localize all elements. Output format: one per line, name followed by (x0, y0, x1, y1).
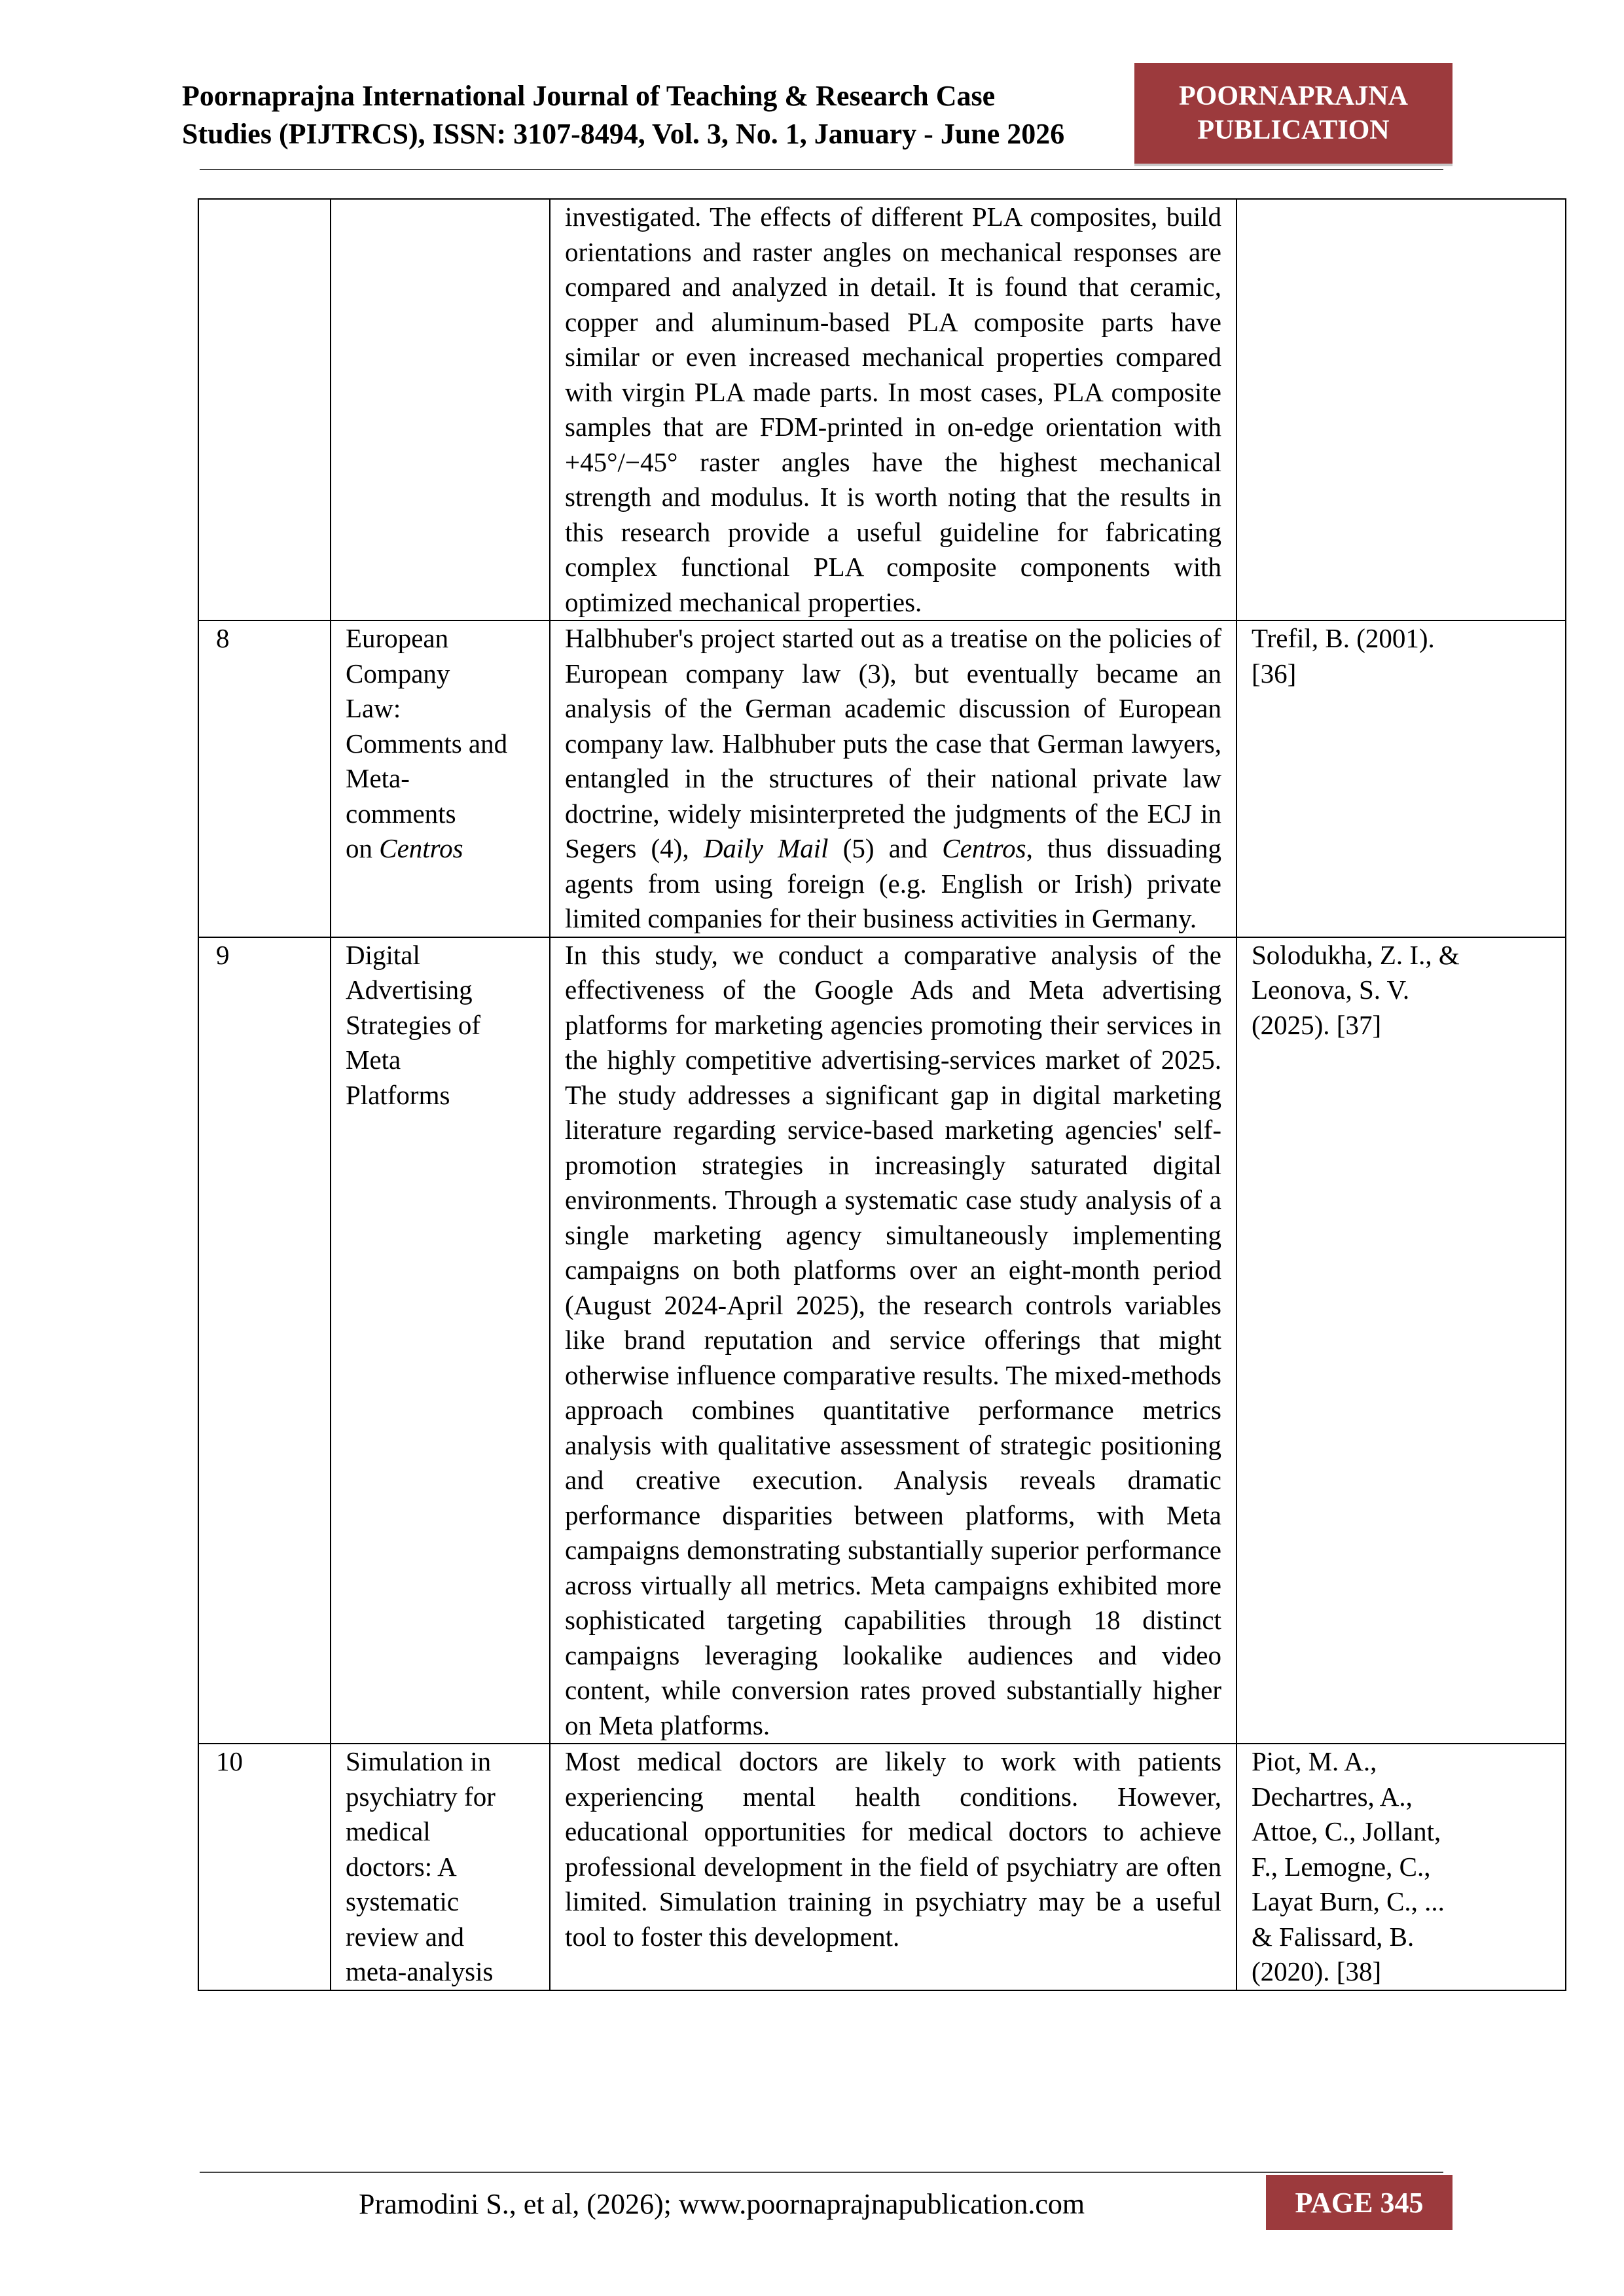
row-number-cell: 9 (198, 937, 331, 1744)
row-number-cell: 8 (198, 620, 331, 937)
table-row (198, 620, 1566, 937)
table-row (198, 199, 1566, 620)
abstract-cell (550, 620, 1236, 937)
header-divider (200, 169, 1443, 170)
literature-review-table (198, 198, 1566, 1991)
footer-citation: Pramodini S., et al, (2026); www.poornaprajnapublication.com (359, 2188, 1085, 2220)
table-row (198, 1744, 1566, 1990)
table-row (198, 937, 1566, 1744)
publisher-badge (1134, 63, 1453, 164)
row-number-cell (198, 199, 331, 620)
reference-cell: Trefil, B. (2001). [36] (1236, 620, 1566, 937)
abstract-text: , thus dissuading agents from using foreign (e.g. English or Irish) private limited companies for their business activities in Germany. (565, 833, 1221, 933)
reference-cell: Solodukha, Z. I., & Leonova, S. V. (2025). [37] (1236, 937, 1566, 1744)
reference-cell: Piot, M. A., Dechartres, A., Attoe, C., Jollant, F., Lemogne, C., Layat Burn, C., ... & Falissard, B. (2020). [38] (1236, 1744, 1566, 1990)
paper-title-text: European Company Law: Comments and Meta- comments on (346, 623, 508, 863)
abstract-text: Halbhuber's project started out as a treatise on the policies of European company law (3), but eventually became an analysis of the German academic discussion of European company law. Halbhuber puts the case that German lawyers, entangled in the structures of their national private law doctrine, widely misinterpreted the judgments of the ECJ in Segers (4), (565, 623, 1221, 863)
paper-title-cell (331, 620, 550, 937)
paper-title-cell (331, 199, 550, 620)
footer-divider (200, 2172, 1443, 2173)
row-number-cell: 10 (198, 1744, 331, 1990)
paper-title-cell: Simulation in psychiatry for medical doctors: A systematic review and meta-analysis (331, 1744, 550, 1990)
abstract-italic-daily-mail: Daily Mail (703, 833, 829, 863)
publisher-badge-line-2: PUBLICATION (1197, 115, 1390, 145)
reference-cell (1236, 199, 1566, 620)
journal-header (182, 77, 1138, 153)
abstract-italic-centros: Centros (942, 833, 1026, 863)
abstract-cell: In this study, we conduct a comparative analysis of the effectiveness of the Google Ads and Meta advertising platforms for marketing agencies promoting their services in the highly competitive advertising-services market of 2025. The study addresses a significant gap in digital marketing literature regarding service-based marketing agencies' self-promotion strategies in increasingly saturated digital environments. Through a systematic case study analysis of a single marketing agency simultaneously implementing campaigns on both platforms over an eight-month period (August 2024-April 2025), the research controls variables like brand reputation and service offerings that might otherwise influence comparative results. The mixed-methods approach combines quantitative performance metrics analysis with qualitative assessment of strategic positioning and creative execution. Analysis reveals dramatic performance disparities between platforms, with Meta campaigns demonstrating substantially superior performance across virtually all metrics. Meta campaigns exhibited more sophisticated targeting capabilities through 18 distinct campaigns leveraging lookalike audiences and video content, while conversion rates proved substantially higher on Meta platforms. (550, 937, 1236, 1744)
abstract-text: (5) and (828, 833, 943, 863)
paper-title-italic: Centros (379, 833, 463, 863)
abstract-cell: Most medical doctors are likely to work with patients experiencing mental health conditions. However, educational opportunities for medical doctors to achieve professional development in the field of psychiatry are often limited. Simulation training in psychiatry may be a useful tool to foster this development. (550, 1744, 1236, 1990)
abstract-cell: investigated. The effects of different PLA composites, build orientations and raster angles on mechanical responses are compared and analyzed in detail. It is found that ceramic, copper and aluminum-based PLA composite parts have similar or even increased mechanical properties compared with virgin PLA made parts. In most cases, PLA composite samples that are FDM-printed in on-edge orientation with +45°/−45° raster angles have the highest mechanical strength and modulus. It is worth noting that the results in this research provide a useful guideline for fabricating complex functional PLA composite components with optimized mechanical properties. (550, 199, 1236, 620)
publisher-badge-line-1: POORNAPRAJNA (1179, 81, 1408, 111)
paper-title-cell: Digital Advertising Strategies of Meta Platforms (331, 937, 550, 1744)
page-number-badge: PAGE 345 (1266, 2175, 1453, 2230)
journal-title-line-2: Studies (PIJTRCS), ISSN: 3107-8494, Vol. 3, No. 1, January - June 2026 (182, 118, 1065, 150)
journal-title-line-1: Poornaprajna International Journal of Teaching & Research Case (182, 80, 996, 112)
